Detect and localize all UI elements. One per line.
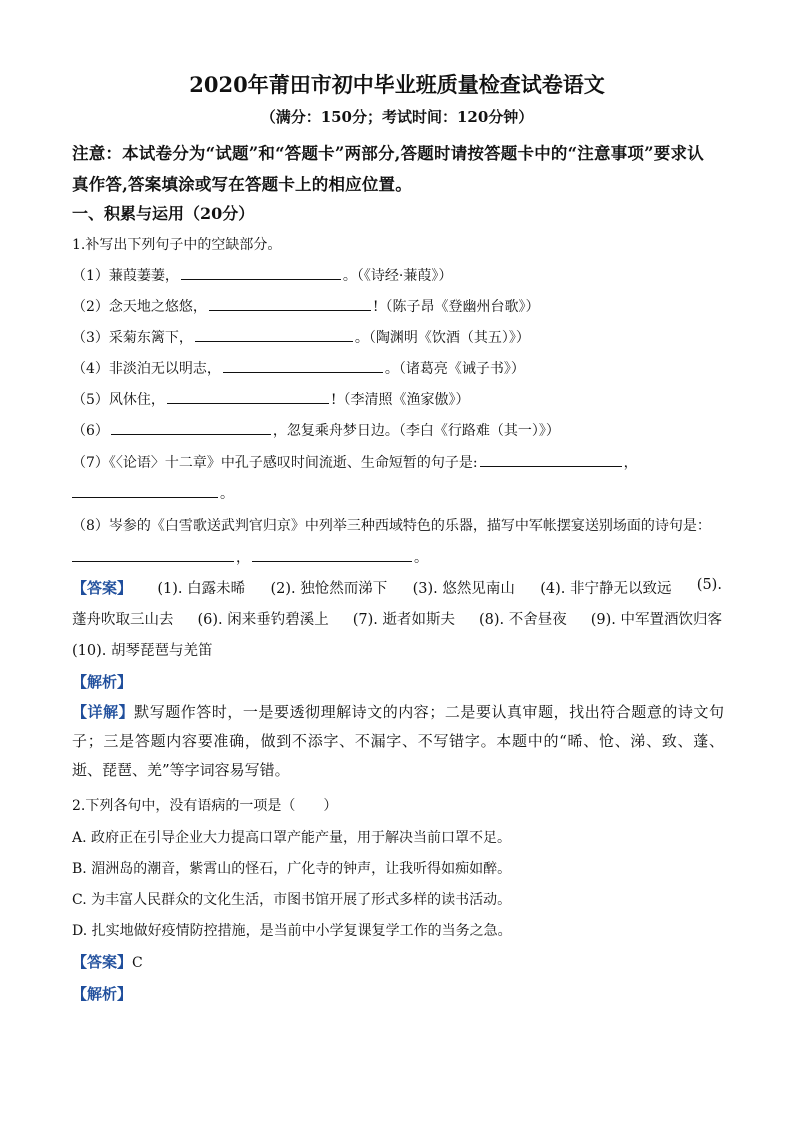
answer-item: (5). — [696, 577, 722, 593]
answer-blank — [167, 388, 329, 404]
question-2-option-b: B. 湄洲岛的潮音，紫霄山的怪石，广化寺的钟声，让我听得如痴如醉。 — [72, 861, 512, 877]
item-suffix: ，忽复乘舟梦日边。（李白《行路难（其一）》） — [272, 423, 560, 439]
answer-value: C — [132, 955, 143, 971]
section-heading: 一、积累与运用（20分） — [72, 204, 255, 223]
exam-info: （满分：150分；考试时间：120分钟） — [260, 108, 534, 126]
answer-blank — [72, 546, 234, 562]
answer-item: (9). 中军置酒饮归客 — [590, 612, 722, 628]
question-2-stem: 2.下列各句中，没有语病的一项是（ ） — [72, 798, 338, 814]
answer-blank — [252, 546, 412, 562]
item-prefix: （3）采菊东篱下， — [72, 330, 193, 346]
question-1-item-1 — [72, 264, 452, 285]
answer-item: (8). 不舍昼夜 — [478, 612, 567, 628]
page-title: 2020年莆田市初中毕业班质量检查试卷语文 — [189, 72, 605, 97]
answer-row-2 — [72, 608, 722, 629]
question-1-item-8: （8）岑参的《白雪歌送武判官归京》中列举三种西域特色的乐器，描写中军帐摆宴送别场面的诗句是： — [72, 518, 711, 534]
question-2-option-d: D. 扎实地做好疫情防控措施，是当前中小学复课复学工作的当务之急。 — [72, 923, 512, 939]
detail-paragraph — [72, 698, 724, 785]
answer-blank — [480, 451, 622, 467]
question-2-answer — [72, 951, 143, 972]
item-8-sep: ， — [236, 550, 250, 566]
item-suffix: 。（《诗经·蒹葭》） — [342, 268, 453, 284]
notice-line-2: 真作答,答案填涂或写在答题卡上的相应位置。 — [72, 175, 412, 194]
question-1-item-3 — [72, 326, 530, 347]
question-2-option-c: C. 为丰富人民群众的文化生活，市图书馆开展了形式多样的读书活动。 — [72, 892, 512, 908]
question-2-analysis-tag: 【解析】 — [72, 985, 133, 1003]
item-suffix: 。（陶渊明《饮酒（其五）》） — [354, 330, 530, 346]
item-prefix: （1）蒹葭萋萋， — [72, 268, 179, 284]
analysis-tag: 【解析】 — [72, 673, 133, 691]
answer-item: (3). 悠然见南山 — [412, 581, 515, 597]
question-1-item-7 — [72, 451, 638, 472]
answer-tag: 【答案】 — [72, 579, 133, 597]
answer-item: (1). 白露未晞 — [157, 581, 246, 597]
answer-tag: 【答案】 — [72, 953, 133, 971]
answer-blank — [181, 264, 341, 280]
item-prefix: （6） — [72, 423, 109, 439]
answer-row-3: (10). 胡琴琵琶与羌笛 — [72, 643, 213, 659]
detail-text: 默写题作答时，一是要透彻理解诗文的内容；二是要认真审题，找出符合题意的诗文句子；三是答题内容要准确，做到不添字、不漏字、不写错字。本题中的“晞、怆、涕、致、蓬、逝、琵琶、羌”等字词容易写错。 — [72, 703, 724, 779]
answer-item: (6). 闲来垂钓碧溪上 — [197, 612, 329, 628]
question-1-item-2 — [72, 295, 540, 316]
question-1-stem: 1.补写出下列句子中的空缺部分。 — [72, 237, 282, 253]
question-1-item-6 — [72, 419, 560, 440]
answer-blank — [111, 419, 271, 435]
question-1-item-5 — [72, 388, 470, 409]
answer-blank — [223, 357, 383, 373]
item-8-end: 。 — [414, 550, 428, 566]
item-suffix: 。（诸葛亮《诫子书》） — [384, 361, 525, 377]
item-prefix: （2）念天地之悠悠， — [72, 299, 207, 315]
question-1-item-8-cont — [72, 546, 428, 567]
notice-line-1: 注意：本试卷分为“试题”和“答题卡”两部分,答题时请按答题卡中的“注意事项”要求认 — [72, 144, 704, 163]
answer-item: (4). 非宁静无以致远 — [540, 581, 672, 597]
answer-item: 蓬舟吹取三山去 — [72, 612, 174, 628]
item-7-sep: ， — [623, 455, 638, 471]
item-suffix: !（陈子昂《登幽州台歌》） — [372, 299, 540, 315]
answer-row-1 — [72, 577, 722, 598]
item-prefix: （5）风休住， — [72, 392, 165, 408]
item-prefix: （4）非淡泊无以明志， — [72, 361, 221, 377]
answer-item: (2). 独怆然而涕下 — [270, 581, 388, 597]
item-7-text: （7）《〈论语〉十二章》中孔子感叹时间流逝、生命短暂的句子是: — [72, 455, 478, 471]
answer-blank — [209, 295, 371, 311]
question-2-option-a: A. 政府正在引导企业大力提高口罩产能产量，用于解决当前口罩不足。 — [72, 830, 512, 846]
answer-blank — [195, 326, 353, 342]
item-7-end: 。 — [220, 486, 234, 502]
answer-item: (7). 逝者如斯夫 — [352, 612, 455, 628]
item-suffix: !（李清照《渔家傲》） — [330, 392, 470, 408]
detail-tag: 【详解】 — [72, 703, 135, 721]
answer-blank — [72, 482, 218, 498]
question-1-item-7-cont — [72, 482, 234, 503]
question-1-item-4 — [72, 357, 525, 378]
